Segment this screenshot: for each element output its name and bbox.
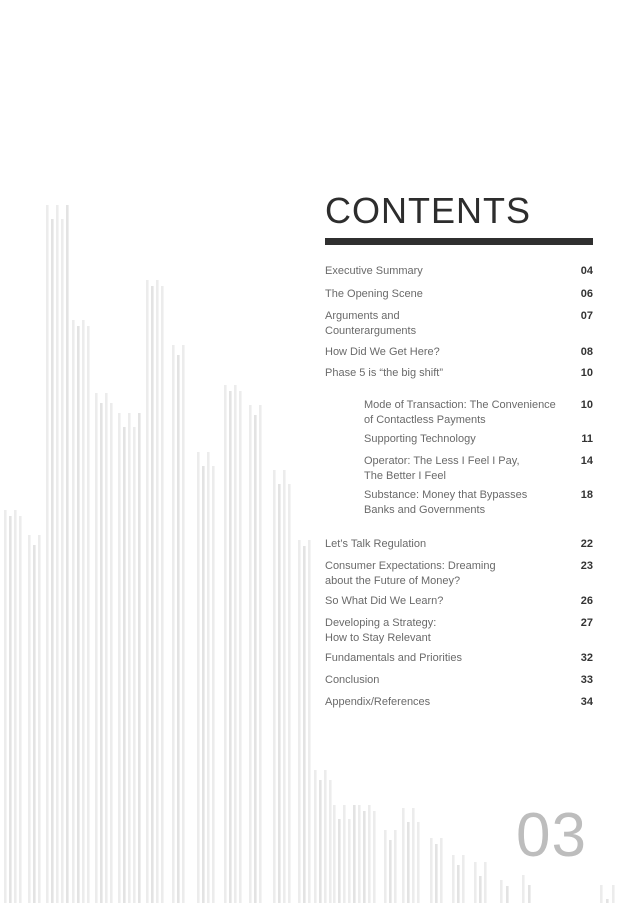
toc-entry-page: 04 (580, 265, 593, 277)
toc-entry-developing-strategy[interactable] (325, 616, 593, 646)
toc-entry-what-did-we-learn[interactable] (325, 594, 593, 609)
toc-entry-phase-5[interactable] (325, 366, 593, 381)
page-title: CONTENTS (325, 190, 531, 231)
toc-entry-label: Substance: Money that Bypasses Banks and Governments (364, 489, 528, 516)
title-divider (325, 238, 593, 245)
toc-entry-page: 07 (580, 310, 593, 322)
toc-entry-label: Fundamentals and Priorities (325, 652, 462, 664)
toc-entry-page: 33 (580, 674, 593, 686)
toc-entry-label: Appendix/References (325, 696, 431, 708)
toc-entry-label: Developing a Strategy: How to Stay Relevant (325, 617, 437, 644)
toc-entry-how-did-we-get-here[interactable] (325, 345, 593, 360)
toc-entry-label: The Opening Scene (325, 288, 423, 300)
toc-entry-label: So What Did We Learn? (325, 595, 444, 607)
toc-entry-arguments[interactable] (325, 309, 593, 339)
toc-entry-page: 06 (580, 288, 593, 300)
toc-entry-appendix[interactable] (325, 695, 593, 710)
toc-subentry-operator[interactable] (364, 454, 593, 484)
toc-entry-page: 08 (580, 346, 593, 358)
toc-entry-page: 32 (580, 652, 593, 664)
toc-entry-label: Executive Summary (325, 265, 423, 277)
toc-entry-conclusion[interactable] (325, 673, 593, 688)
toc-subentry-supporting-technology[interactable] (364, 432, 593, 447)
toc-entry-label: Supporting Technology (364, 433, 476, 445)
toc-entry-label: Mode of Transaction: The Convenience of Contactless Payments (364, 399, 556, 426)
toc-entry-fundamentals[interactable] (325, 651, 593, 666)
toc-entry-page: 18 (580, 489, 593, 501)
toc-entry-regulation[interactable] (325, 537, 593, 552)
toc-entry-opening-scene[interactable] (325, 287, 593, 302)
toc-entry-page: 10 (580, 367, 593, 379)
toc-entry-label: Arguments and Counterarguments (325, 310, 417, 337)
toc-entry-page: 22 (580, 538, 593, 550)
toc-entry-page: 10 (580, 399, 593, 411)
toc-subentry-substance[interactable] (364, 488, 593, 518)
toc-entry-page: 14 (580, 455, 593, 467)
toc-entry-page: 26 (580, 595, 593, 607)
toc-entry-page: 23 (580, 560, 593, 572)
toc-entry-executive-summary[interactable] (325, 264, 593, 279)
toc-entry-label: Consumer Expectations: Dreaming about the Future of Money? (325, 560, 496, 587)
toc-entry-page: 27 (580, 617, 593, 629)
toc-entry-label: Operator: The Less I Feel I Pay, The Better I Feel (364, 455, 520, 482)
toc-entry-page: 34 (580, 696, 593, 708)
toc-entry-label: Let’s Talk Regulation (325, 538, 427, 550)
page-number: 03 (516, 801, 587, 870)
toc-subentry-mode-of-transaction[interactable] (364, 398, 593, 428)
toc-entry-consumer-expectations[interactable] (325, 559, 593, 589)
toc-entry-label: How Did We Get Here? (325, 346, 440, 358)
toc-entry-label: Conclusion (325, 674, 380, 686)
toc-entry-page: 11 (581, 433, 593, 445)
toc-entry-label: Phase 5 is “the big shift” (325, 367, 444, 379)
